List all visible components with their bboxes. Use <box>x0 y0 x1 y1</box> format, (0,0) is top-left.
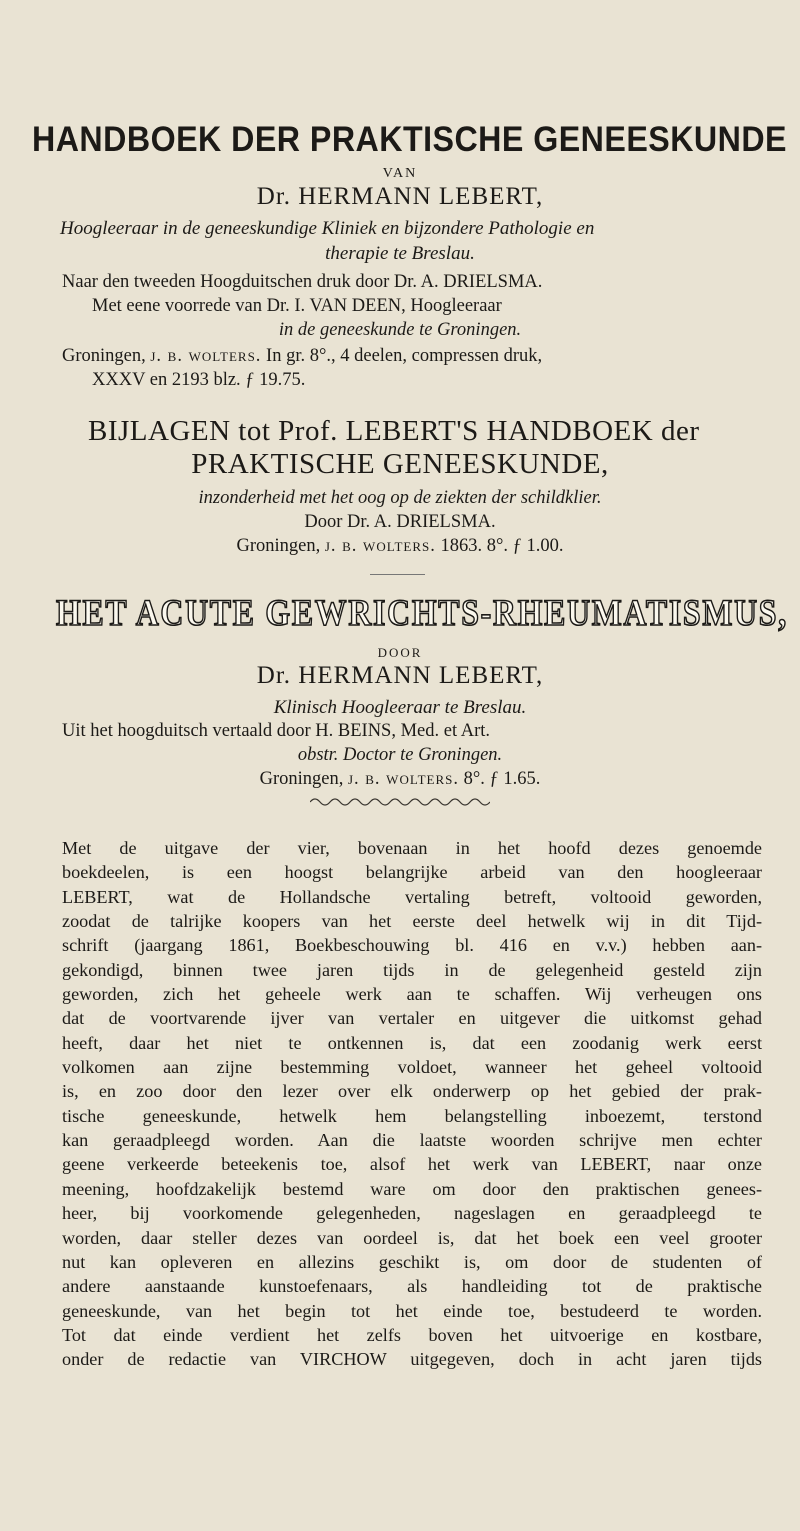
article-publisher <box>0 769 800 790</box>
publisher-city: Groningen, <box>236 536 321 556</box>
edition-line-2: Met eene voorrede van Dr. I. VAN DEEN, Hoogleeraar <box>92 296 502 316</box>
body-line: worden, daar steller dezes van oordeel is, dat het boek een veel grooter <box>62 1227 762 1248</box>
body-line: kan geraadpleegd worden. Aan die laatste woorden schrijve men echter <box>62 1130 762 1151</box>
publisher-details: 8°. ƒ 1.65. <box>463 769 541 789</box>
review-body-text <box>62 836 762 1372</box>
translation-line-1: Uit het hoogduitsch vertaald door H. BEINS, Med. et Art. <box>62 721 491 741</box>
bijlagen-title-1: BIJLAGEN tot Prof. LEBERT'S HANDBOEK der <box>88 415 700 447</box>
body-line: schrift (jaargang 1861, Boekbeschouwing bl. 416 en v.v.) hebben aan- <box>62 935 762 956</box>
body-line: onder de redactie van VIRCHOW uitgegeven, doch in acht jaren tijds <box>62 1349 762 1370</box>
door-label: DOOR <box>377 645 423 660</box>
publisher-details: 1863. 8°. ƒ 1.00. <box>440 536 564 556</box>
van-label: VAN <box>382 166 418 181</box>
body-line: geene verkeerde beteekenis toe, alsof het werk van LEBERT, naar onze <box>62 1154 762 1175</box>
body-line: volkomen aan zijne bestemming voldoet, wanneer het geheel voltooid <box>62 1057 762 1078</box>
article-author-position: Klinisch Hoogleeraar te Breslau. <box>273 697 527 718</box>
wavy-ornament-divider <box>310 796 490 808</box>
body-line: Met de uitgave der vier, bovenaan in het hoofd dezes genoemde <box>62 838 762 858</box>
body-line: andere aanstaande kunstoefenaars, als handleiding tot de praktische <box>62 1276 762 1297</box>
publisher-name: j. b. wolters. <box>150 346 262 366</box>
body-line: gekondigd, binnen twee jaren tijds in de gelegenheid gesteld zijn <box>62 959 762 980</box>
body-line: boekdeelen, is een hoogst belangrijke arbeid van den hoogleeraar <box>62 862 762 883</box>
publisher-details: In gr. 8°., 4 deelen, compressen druk, <box>266 346 543 366</box>
body-line: is, en zoo door den lezer over elk onderwerp op het gebied der prak- <box>62 1081 762 1102</box>
bijlagen-author: Door Dr. A. DRIELSMA. <box>304 512 496 532</box>
body-line: heeft, daar het niet te ontkennen is, dat een zoodanig werk eerst <box>62 1032 762 1053</box>
edition-line-1: Naar den tweeden Hoogduitschen druk door Dr. A. DRIELSMA. <box>62 272 543 292</box>
book-publisher-line-2: XXXV en 2193 blz. ƒ 19.75. <box>92 370 306 390</box>
book-author-position-1: Hoogleeraar in de geneeskundige Kliniek en bijzondere Pathologie en <box>60 218 595 239</box>
book-title: HANDBOEK DER PRAKTISCHE GENEESKUNDE <box>32 120 787 159</box>
bijlagen-subtitle: inzonderheid met het oog op de ziekten der schildklier. <box>198 488 602 508</box>
body-line: zoodat de talrijke koopers van het eerste deel hetwelk wij in dit Tijd- <box>62 911 762 932</box>
divider-rule <box>370 574 425 575</box>
body-line: dat de voortvarende ijver van vertaler en uitgever die uitkomst gehad <box>62 1008 762 1029</box>
body-line: geneeskunde, van het begin tot het einde toe, bestudeerd te worden. <box>62 1300 762 1321</box>
article-title: HET ACUTE GEWRICHTS-RHEUMATISMUS, <box>56 593 788 634</box>
publisher-name: j. b. wolters. <box>324 536 436 556</box>
book-author-position-2: therapie te Breslau. <box>325 243 475 264</box>
body-line: LEBERT, wat de Hollandsche vertaling betreft, voltooid geworden, <box>62 886 762 907</box>
translation-line-2: obstr. Doctor te Groningen. <box>297 745 503 765</box>
body-line: nut kan opleveren en allezins geschikt is, om door de studenten of <box>62 1251 762 1272</box>
bijlagen-title-2: PRAKTISCHE GENEESKUNDE, <box>191 448 609 480</box>
edition-line-3: in de geneeskunde te Groningen. <box>278 320 522 340</box>
article-author: Dr. HERMANN LEBERT, <box>256 662 544 689</box>
bijlagen-publisher <box>0 536 800 557</box>
body-line: heer, bij voorkomende gelegenheden, nageslagen en geraadpleegd te <box>62 1203 762 1224</box>
body-line: meening, hoofdzakelijk bestemd ware om door den praktischen genees- <box>62 1178 762 1199</box>
publisher-city: Groningen, <box>259 769 344 789</box>
publisher-city: Groningen, <box>62 346 146 366</box>
book-publisher-line-1 <box>62 346 800 367</box>
publisher-name: j. b. wolters. <box>347 769 459 789</box>
body-line: geworden, zich het geheele werk aan te schaffen. Wij verheugen ons <box>62 984 762 1005</box>
body-line: Tot dat einde verdient het zelfs boven het uitvoerige en kostbare, <box>62 1324 762 1345</box>
book-author: Dr. HERMANN LEBERT, <box>256 183 544 210</box>
body-line: tische geneeskunde, hetwelk hem belangstelling inboezemt, terstond <box>62 1105 762 1126</box>
